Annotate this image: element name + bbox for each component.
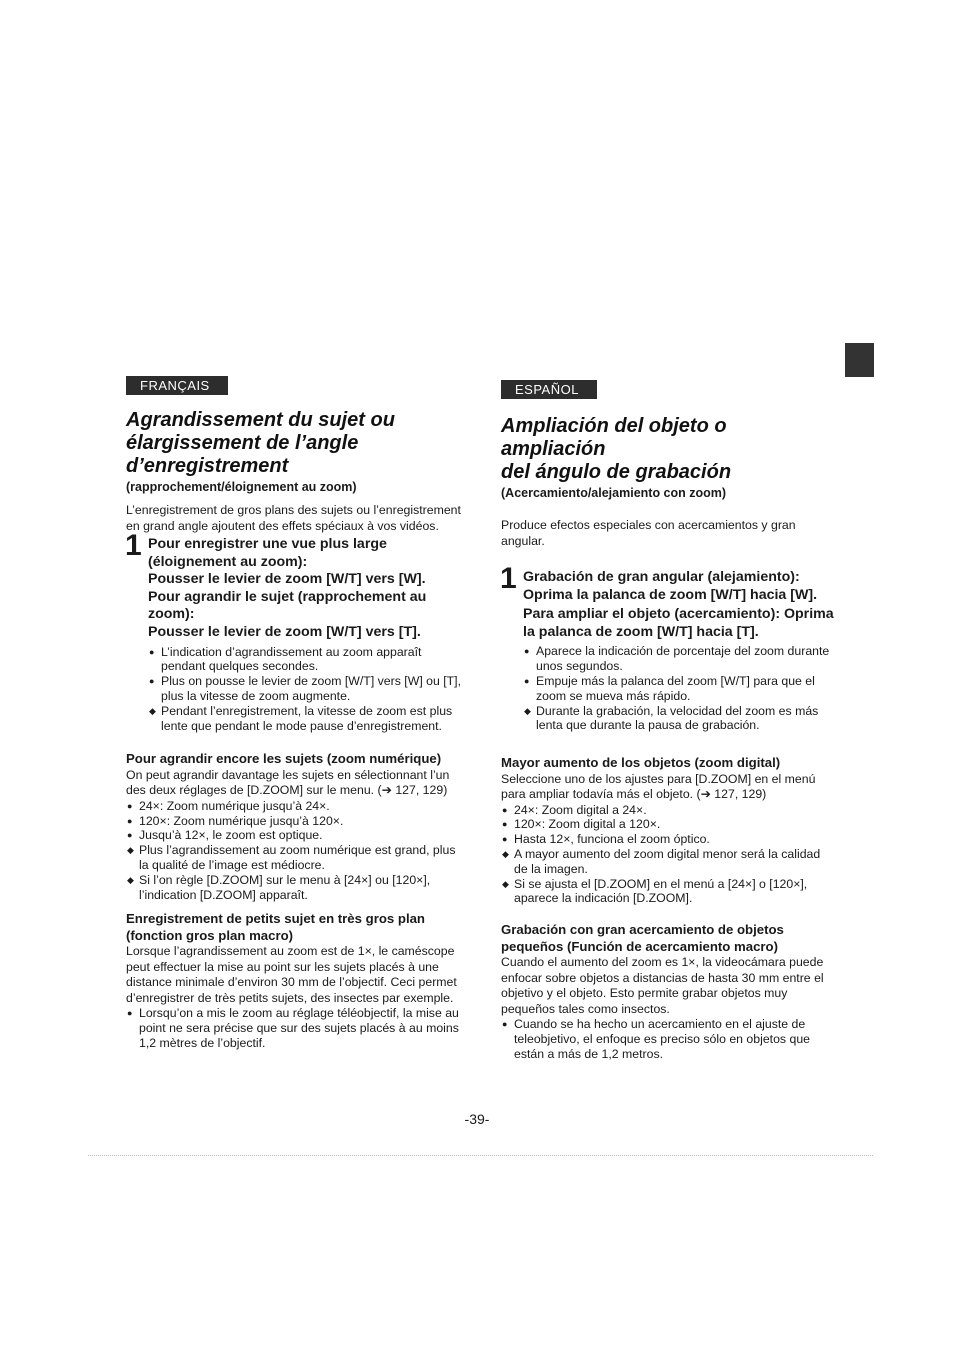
list-item (148, 704, 461, 734)
list-item-text: Hasta 12×, funciona el zoom óptico. (514, 832, 710, 847)
diamond-icon: ◆ (149, 705, 156, 716)
french-column (126, 376, 461, 1051)
footer-divider (88, 1155, 873, 1156)
diamond-icon: ◆ (502, 849, 509, 860)
list-item (126, 843, 461, 873)
list-item (523, 704, 836, 734)
step-bullets (523, 644, 836, 733)
bullet-icon: ● (524, 646, 530, 657)
list-item-text: Durante la grabación, la velocidad del zoom es más lenta que durante la pausa de grabación. (536, 703, 819, 733)
list-item (523, 644, 836, 674)
list-item (501, 803, 836, 818)
step-line: Pour enregistrer une vue plus large (éloignement au zoom): (148, 536, 387, 570)
french-subtitle: (rapprochement/éloignement au zoom) (126, 480, 357, 494)
list-item-text: 24×: Zoom digital a 24×. (514, 802, 647, 817)
step-line: Pousser le levier de zoom [W/T] vers [W]. (148, 571, 426, 588)
bullet-icon: ● (502, 819, 508, 830)
step-bullets (148, 645, 461, 734)
list-item (126, 1006, 461, 1050)
diamond-icon: ◆ (127, 874, 134, 885)
list-item (501, 832, 836, 847)
french-section-digital-zoom (126, 751, 461, 902)
french-section-macro (126, 911, 461, 1050)
spanish-section-digital-zoom (501, 755, 836, 906)
diamond-icon: ◆ (502, 878, 509, 889)
list-item (148, 674, 461, 704)
french-step-1 (125, 529, 462, 733)
list-item-text: 24×: Zoom numérique jusqu’à 24×. (139, 798, 330, 813)
section-body: Cuando el aumento del zoom es 1×, la videocámara puede enfocar sobre objetos a distancias de hasta 30 mm entre el objetivo y el objeto. Esto permite grabar objetos muy pequeños tales como insectos. (501, 955, 824, 1016)
spanish-column (501, 380, 836, 1062)
list-item-text: Plus l’agrandissement au zoom numérique est grand, plus la qualité de l’image est médiocre. (139, 843, 456, 873)
french-title-line: d’enregistrement (126, 455, 289, 477)
french-title-line: élargissement de l’angle (126, 432, 359, 454)
step-number: 1 (125, 529, 142, 562)
list-item-text: 120×: Zoom digital a 120×. (514, 817, 661, 832)
list-item (523, 674, 836, 704)
list-item-text: Si l’on règle [D.ZOOM] sur le menu à [24×] ou [120×], l’indication [D.ZOOM] apparaît. (139, 872, 431, 902)
section-heading: Enregistrement de petits sujet en très gros plan (fonction gros plan macro) (126, 911, 425, 943)
section-bullets (126, 1006, 461, 1050)
french-title-line: Agrandissement du sujet ou (126, 409, 395, 431)
bullet-icon: ● (524, 675, 530, 686)
bullet-icon: ● (502, 1019, 508, 1030)
bullet-icon: ● (127, 800, 133, 811)
language-badge-spanish: ESPAÑOL (501, 380, 597, 399)
section-heading: Grabación con gran acercamiento de objetos pequeños (Función de acercamiento macro) (501, 922, 784, 954)
list-item (501, 877, 836, 907)
section-heading: Mayor aumento de los objetos (zoom digital) (501, 755, 781, 771)
spanish-title-line: del ángulo de grabación (501, 461, 732, 483)
bullet-icon: ● (127, 1008, 133, 1019)
spanish-intro: Produce efectos especiales con acercamientos y gran angular. (501, 518, 796, 548)
bullet-icon: ● (127, 815, 133, 826)
page-edge-tab (845, 343, 874, 377)
section-body: Seleccione uno de los ajustes para [D.ZOOM] en el menú para ampliar todavía más el objeto. (➔ 127, 129) (501, 771, 816, 802)
list-item (501, 1017, 836, 1061)
list-item (501, 847, 836, 877)
list-item (148, 645, 461, 675)
section-bullets (126, 799, 461, 903)
list-item-text: Aparece la indicación de porcentaje del zoom durante unos segundos. (536, 644, 830, 674)
section-bullets (501, 803, 836, 907)
list-item-text: 120×: Zoom numérique jusqu’à 120×. (139, 813, 344, 828)
diamond-icon: ◆ (524, 705, 531, 716)
spanish-title-line: Ampliación del objeto o ampliación (501, 415, 727, 460)
page-number: -39- (464, 1111, 490, 1127)
spanish-step-1 (500, 562, 836, 733)
bullet-icon: ● (502, 804, 508, 815)
list-item-text: Empuje más la palanca del zoom [W/T] para que el zoom se mueva más rápido. (536, 673, 815, 703)
language-badge-french: FRANÇAIS (126, 376, 228, 395)
french-title (126, 409, 461, 478)
list-item (126, 828, 461, 843)
spanish-section-macro (501, 922, 836, 1061)
step-line: Para ampliar el objeto (acercamiento): Oprima la palanca de zoom [W/T] hacia [T]. (523, 606, 834, 640)
list-item-text: L’indication d’agrandissement au zoom apparaît pendant quelques secondes. (161, 644, 422, 674)
list-item-text: Lorsqu’on a mis le zoom au réglage téléobjectif, la mise au point ne sera précise que sur des sujets placés à au moins 1,2 mètres de l’objectif. (139, 1006, 459, 1051)
list-item-text: Si se ajusta el [D.ZOOM] en el menú a [24×] o [120×], aparece la indicación [D.ZOOM]. (514, 876, 808, 906)
list-item (126, 873, 461, 903)
list-item-text: A mayor aumento del zoom digital menor será la calidad de la imagen. (514, 847, 821, 876)
spanish-title (501, 415, 836, 484)
list-item (126, 799, 461, 814)
list-item-text: Pendant l’enregistrement, la vitesse de zoom est plus lente que pendant le mode pause d’enregistrement. (161, 703, 453, 733)
bullet-icon: ● (149, 676, 155, 687)
section-bullets (501, 1017, 836, 1061)
step-line: Pour agrandir le sujet (rapprochement au zoom): (148, 588, 427, 623)
section-heading: Pour agrandir encore les sujets (zoom numérique) (126, 751, 442, 767)
list-item-text: Jusqu’à 12×, le zoom est optique. (139, 828, 323, 843)
section-body: Lorsque l’agrandissement au zoom est de 1×, le caméscope peut effectuer la mise au point sur les sujets placés à une distance minimale d’environ 30 mm de l’objectif. Ceci permet d’enregistrer de très petits sujets, des insectes par exemple. (126, 944, 457, 1005)
list-item-text: Plus on pousse le levier de zoom [W/T] vers [W] ou [T], plus la vitesse de zoom augmente. (161, 674, 462, 703)
french-intro: L’enregistrement de gros plans des sujets ou l’enregistrement en grand angle ajoutent des effets spéciaux à vos vidéos. (126, 503, 461, 533)
list-item (501, 817, 836, 832)
step-line: Grabación de gran angular (alejamiento): Oprima la palanca de zoom [W/T] hacia [W]. (523, 569, 818, 603)
step-line: Pousser le levier de zoom [W/T] vers [T]. (148, 623, 421, 640)
step-number: 1 (500, 562, 517, 595)
list-item (126, 814, 461, 829)
bullet-icon: ● (502, 834, 508, 845)
bullet-icon: ● (127, 830, 133, 841)
spanish-subtitle: (Acercamiento/alejamiento con zoom) (501, 486, 727, 500)
bullet-icon: ● (149, 646, 155, 657)
list-item-text: Cuando se ha hecho un acercamiento en el ajuste de teleobjetivo, el enfoque es preciso sólo en objetos que están a más de 1,2 metros. (514, 1017, 811, 1061)
section-body: On peut agrandir davantage les sujets en sélectionnant l’un des deux réglages de [D.ZOOM] sur le menu. (➔ 127, 129) (126, 767, 450, 798)
diamond-icon: ◆ (127, 845, 134, 856)
